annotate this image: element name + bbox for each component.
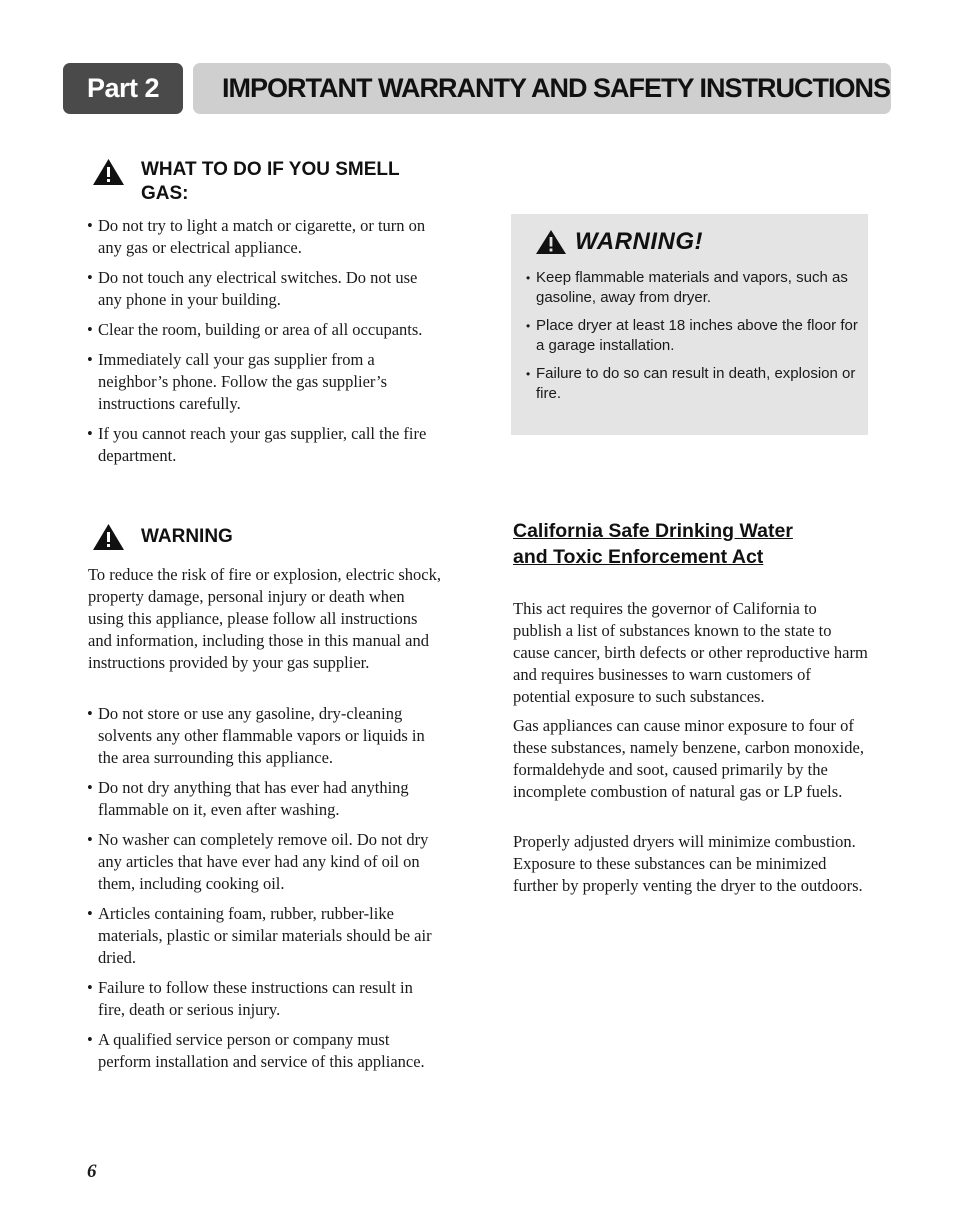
gas-heading: [92, 158, 442, 206]
list-item: • Failure to do so can result in death, explosion or fire.: [526, 364, 866, 404]
warning-intro: To reduce the risk of fire or explosion, electric shock, property damage, personal injury or death when using this appliance, please follow all instructions and information, including those in this manual and instructions provided by your gas supplier.: [88, 565, 442, 672]
warning-heading-text: WARNING: [141, 526, 233, 547]
gas-heading-text: WHAT TO DO IF YOU SMELL GAS:: [141, 159, 400, 204]
california-paragraph: This act requires the governor of California to publish a list of substances known to the state to cause cancer, birth defects or other reproductive harm and requires businesses to warn customers of potential exposure to such substances.: [513, 599, 868, 706]
warning-triangle-icon: [92, 158, 125, 186]
warning-bullet-list: [87, 703, 443, 1081]
california-section-title: [513, 518, 873, 570]
warning-box-bullets: [526, 268, 866, 412]
list-item: • Immediately call your gas supplier from a neighbor’s phone. Follow the gas supplier’s instructions carefully.: [87, 349, 437, 415]
part-label: Part 2: [63, 63, 183, 114]
list-item: • Do not touch any electrical switches. Do not use any phone in your building.: [87, 267, 437, 311]
list-item: • Articles containing foam, rubber, rubber-like materials, plastic or similar materials should be air dried.: [87, 903, 443, 969]
list-item: • Clear the room, building or area of all occupants.: [87, 319, 437, 341]
warning-triangle-icon: [92, 523, 125, 551]
list-item: • A qualified service person or company must perform installation and service of this appliance.: [87, 1029, 443, 1073]
gas-bullet-list: [87, 215, 437, 475]
list-item: • No washer can completely remove oil. Do not dry any articles that have ever had any kind of oil on them, including cooking oil.: [87, 829, 443, 895]
warning-box: [511, 214, 868, 435]
page-number: 6: [87, 1161, 97, 1182]
california-paragraph: Properly adjusted dryers will minimize combustion. Exposure to these substances can be minimized further by properly venting the dryer to the outdoors.: [513, 832, 863, 895]
california-title-line: and Toxic Enforcement Act: [513, 546, 764, 568]
page-title: IMPORTANT WARRANTY AND SAFETY INSTRUCTIONS: [193, 63, 891, 114]
warning-triangle-icon: [535, 229, 567, 255]
list-item: • Keep flammable materials and vapors, such as gasoline, away from dryer.: [526, 268, 866, 308]
list-item: • Do not try to light a match or cigarette, or turn on any gas or electrical appliance.: [87, 215, 437, 259]
list-item: • Do not store or use any gasoline, dry-cleaning solvents any other flammable vapors or liquids in the area surrounding this appliance.: [87, 703, 443, 769]
list-item: • If you cannot reach your gas supplier, call the fire department.: [87, 423, 437, 467]
list-item: • Do not dry anything that has ever had anything flammable on it, even after washing.: [87, 777, 443, 821]
warning-box-title-text: WARNING!: [575, 228, 703, 255]
warning-heading: [92, 523, 442, 551]
warning-box-title: [535, 228, 703, 256]
list-item: • Place dryer at least 18 inches above the floor for a garage installation.: [526, 316, 866, 356]
list-item: • Failure to follow these instructions can result in fire, death or serious injury.: [87, 977, 443, 1021]
california-title-line: California Safe Drinking Water: [513, 520, 793, 542]
california-paragraph: Gas appliances can cause minor exposure to four of these substances, namely benzene, carbon monoxide, formaldehyde and soot, caused primarily by the incomplete combustion of natural gas or LP fuels.: [513, 716, 864, 801]
